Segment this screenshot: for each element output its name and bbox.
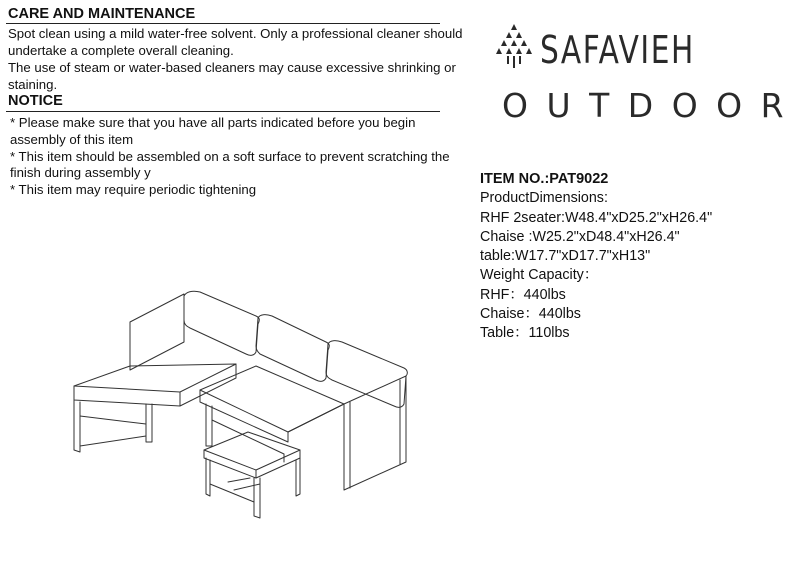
- sofa-arm-panel: [344, 376, 406, 490]
- notice-line-3: * This item may require periodic tightening: [10, 182, 257, 198]
- chaise-leg-front-right: [146, 404, 152, 442]
- dimensions-label: ProductDimensions:: [480, 190, 608, 207]
- product-specs: [480, 170, 800, 344]
- table-top-side: [256, 450, 300, 478]
- sofa-seat-front: [200, 390, 288, 442]
- rhf-dimensions: RHF 2seater:W48.4"xD25.2"xH26.4": [480, 209, 713, 226]
- notice-line-1: * Please make sure that you have all parts indicated before you begin assembly of this item: [10, 115, 416, 147]
- back-cushion-2: [256, 315, 329, 382]
- chaise-base-rails: [80, 416, 146, 446]
- logo-sub-text: OUTDOOR: [502, 86, 803, 125]
- notice-title: NOTICE: [8, 93, 63, 109]
- chaise-seat-side: [180, 364, 236, 406]
- sofa-arm-inner-lines: [350, 380, 400, 488]
- logo-brand-text: SAFAVIEH: [540, 28, 695, 72]
- rhf-weight: RHF：440lbs: [480, 286, 566, 303]
- table-dimensions: table:W17.7"xD17.7"xH13": [480, 248, 651, 265]
- table-leg-front-right: [296, 458, 300, 496]
- back-cushion-3: [326, 341, 407, 408]
- sectional-sofa-drawing: [60, 286, 420, 526]
- chaise-weight: Chaise：440lbs: [480, 306, 581, 323]
- logo-mark-icon: [496, 24, 532, 68]
- table-stretchers: [210, 478, 260, 502]
- chaise-dimensions: Chaise :W25.2"xD48.4"xH26.4": [480, 228, 680, 245]
- chaise-seat-top: [74, 364, 236, 392]
- care-text: [8, 25, 484, 93]
- back-cushion-1: [184, 291, 259, 355]
- sofa-seat-top: [200, 366, 344, 432]
- table-leg-front-left: [206, 458, 210, 496]
- weight-capacity-label: Weight Capacity：: [480, 267, 599, 284]
- care-title: CARE AND MAINTENANCE: [8, 6, 196, 22]
- notice-line-2: * This item should be assembled on a soft surface to prevent scratching the finish during assembly y: [10, 148, 450, 181]
- table-top-front: [204, 450, 256, 478]
- sofa-leg-left: [206, 404, 212, 446]
- safavieh-outdoor-logo: [496, 24, 803, 134]
- chaise-leg-front-left: [74, 400, 80, 452]
- chaise-side-panel: [130, 294, 184, 370]
- notice-title-underline: [6, 111, 440, 112]
- care-line-1: Spot clean using a mild water-free solvent. Only a professional cleaner should undertake a complete overall cleaning.: [8, 26, 463, 58]
- care-line-2: The use of steam or water-based cleaners may cause excessive shrinking or staining.: [8, 60, 456, 92]
- sofa-seat-back-edge: [288, 404, 344, 432]
- table-weight: Table：110lbs: [480, 325, 570, 342]
- care-title-underline: [6, 23, 440, 24]
- item-number: ITEM NO.:PAT9022: [480, 171, 609, 187]
- notice-text: [10, 115, 470, 199]
